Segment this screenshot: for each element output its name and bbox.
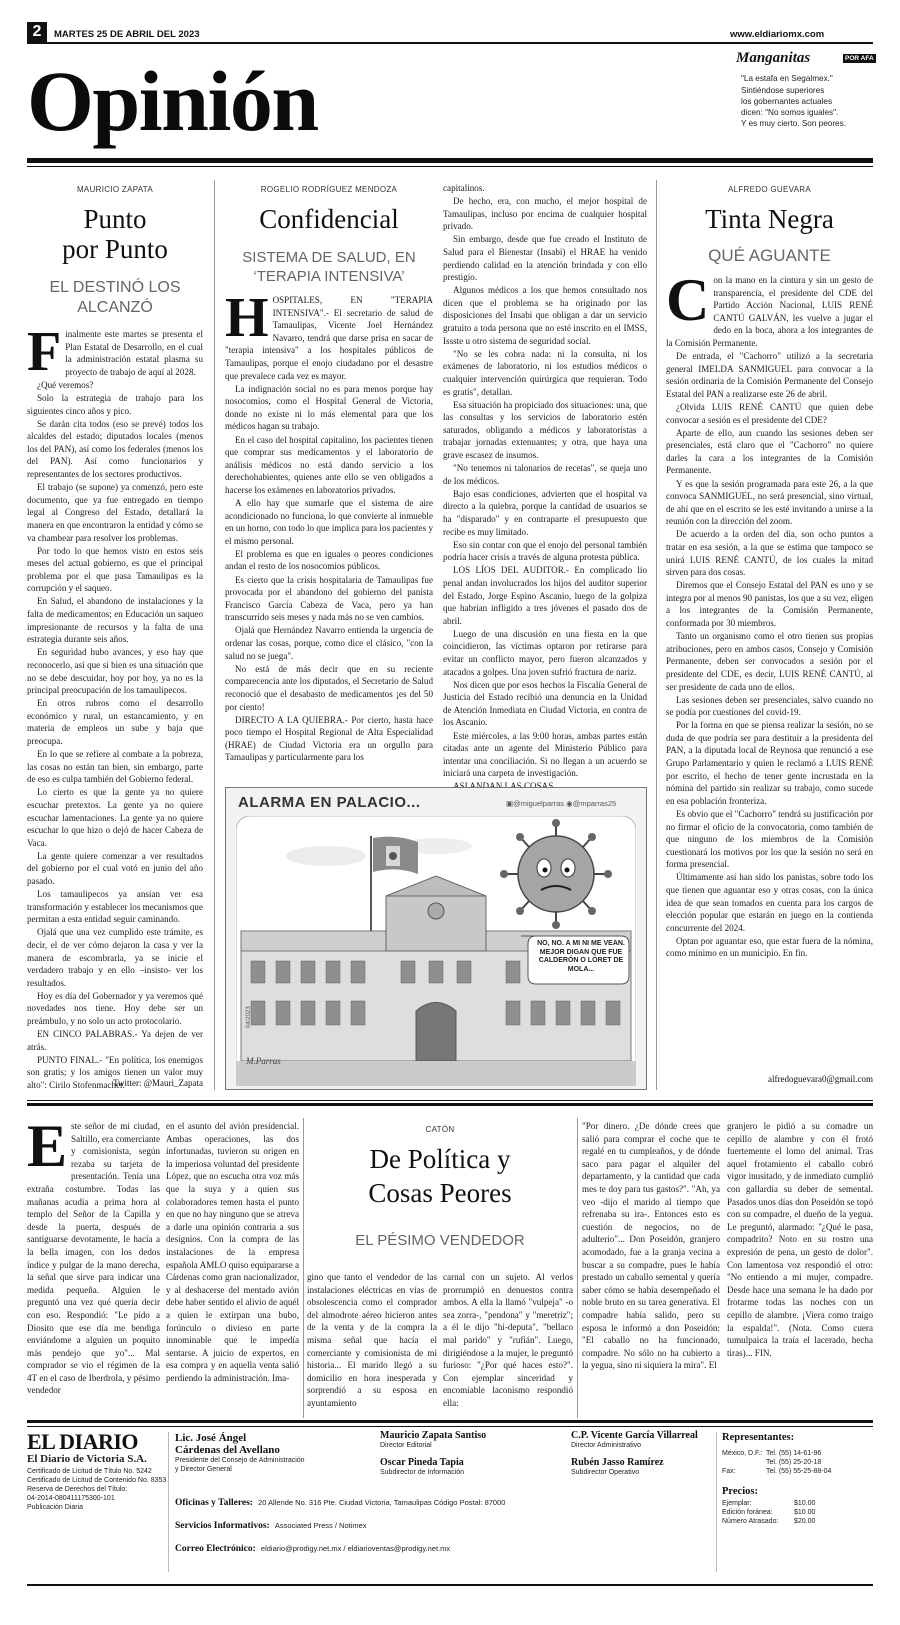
column-divider [303, 1118, 304, 1418]
column-title [307, 1142, 573, 1210]
paragraph: El trabajo (se supone) ya comenzó, pero este documento, que ya fue entregado en tiempo legal al Congreso del Estado, detallará la manera en que encontraron la entidad y cómo se va chambear para resolver los problemas. [27, 482, 203, 543]
paragraph: Bajo esas condiciones, advierten que el hospital va directo a la quiebra, porque la cantidad de usuarios se ha "disparado" y en contraparte el presupuesto que recibe es muy limitado. [443, 488, 647, 537]
paragraph: Ojalá que Hernández Navarro entienda la urgencia de ordenar las cosas, porque, como dice el clásico, "con la salud no se juega". [225, 625, 433, 661]
caton-col-d [443, 1271, 573, 1410]
paragraph: capitalinos. [443, 183, 485, 193]
cartoon-social-handle: @mparras25 [572, 799, 617, 808]
paragraph: El problema es que en iguales o peores condiciones andan el resto de los nosocomios públicos. [225, 548, 433, 572]
certificate-line: Certificado de Licitud de Contenido No. 8353 [27, 1477, 167, 1484]
column-confidencial-b [443, 182, 647, 794]
cartoon-signature: M.Parras [246, 1056, 281, 1066]
rep-value: Tel. (55) 14-61-96 [766, 1450, 822, 1457]
paragraph: Y es que la sesión programada para este 26, a la que convoca SANMIGUEL, no será presencial, sino virtual, de ahí que en el escrito se les esté invitando a unirse a la reunión con la dirección del zoom. [666, 478, 873, 527]
author-email[interactable]: alfredoguevara0@gmail.com [768, 1074, 873, 1084]
author-byline: ROGELIO RODRÍGUEZ MENDOZA [260, 185, 398, 194]
caton-header [307, 1125, 573, 1250]
manganitas-line: Y es muy cierto. Son peores. [741, 119, 846, 128]
paragraph: Por la forma en que se piensa realizar la sesión, no se duda de que podría ser para destituir a la presidenta del PAN, a la diputada local de Reynosa que renunció a ese Grupo Parlamentario y quien le reclamó a LUIS RENÉ por escrito, el hecho de tener gente incrustada en la nómina del partido sin realizar su trabajo, como sucede en esa población fronteriza. [666, 720, 873, 806]
caton-col-c [307, 1271, 437, 1410]
masthead-offices [175, 1490, 705, 1555]
price-key: Ejemplar: [722, 1500, 752, 1507]
masthead-representatives [722, 1432, 873, 1526]
staff-name: Mauricio Zapata Santiso [380, 1430, 487, 1441]
rep-key [722, 1458, 766, 1467]
drop-cap: C [666, 267, 710, 333]
paragraph: Las sesiones deben ser presenciales, salvo cuando no se podía por cuestiones del covid-19. [666, 694, 873, 718]
paragraph: gino que tanto el vendedor de las instalaciones eléctricas en vías de obsolescencia como el comprador del almodrote aéreo hicieron antes de la venta y de la compra la misma señal que hacía el comerciante y comisionista de mi historia... El marido llegó a su domicilio en hora inesperada y sorprendió a su esposa en ayuntamiento [307, 1272, 437, 1408]
email-value[interactable]: eldiario@prodigy.net.mx / eldiarioventas@prodigy.net.mx [260, 1544, 451, 1553]
column-title-line: Punto [83, 204, 147, 234]
column-divider [214, 180, 215, 1090]
paragraph: Eso sin contar con que el enojo del personal también podría hacer crisis a través de alguna protesta pública. [443, 539, 647, 563]
paragraph: Aparte de ello, aun cuando las sesiones deben ser presenciales, está claro que el "Cachorro" no quiere darles la cara a los integrantes de la Comisión Permanente. [666, 427, 873, 476]
rep-value: Tel. (55) 55-25-88-04 [766, 1468, 832, 1475]
manganitas-verse [741, 85, 846, 129]
paragraph: EN CINCO PALABRAS.- Ya dejen de ver atrás. [27, 1029, 203, 1052]
article-body [225, 287, 433, 764]
offices-address: 20 Allende No. 316 Pte. Ciudad Victoria, Tamaulipas Código Postal: 87000 [258, 1498, 506, 1507]
section-title: Opinión [27, 53, 318, 149]
column-title [27, 204, 203, 264]
cartoon-year: 04/2023 [246, 1006, 252, 1028]
paragraph: En el caso del hospital capitalino, los pacientes tienen que comprar sus medicamentos y el laboratorio de análisis médicos no está dando servicio a los derechohabientes, quienes ante ello se ven obligados a hacerse los exámenes en laboratorios privados. [225, 434, 433, 495]
caton-col-f [727, 1120, 873, 1359]
price-row [722, 1499, 873, 1508]
services-label: Servicios Informativos: [175, 1521, 270, 1531]
paragraph: ¿Olvida LUIS RENÉ CANTÚ que quien debe convocar a sesión es el presidente del CDE? [666, 401, 873, 425]
bottom-rule [27, 1584, 873, 1586]
staff-entry [380, 1430, 486, 1450]
paragraph: Hoy es día del Gobernador y ya veremos qué novedades nos tiene. Hoy debe ser un preámbulo, y no solo un acto protocolario. [27, 990, 203, 1027]
paragraph: Algunos médicos a los que hemos consultado nos dicen que el problema se ha originado por las disposiciones del Insabi que obligan a dar un servicio gratuito a toda persona que no esté inscrito en el IMSS, Issste u otro sistema de seguridad social. [443, 285, 647, 346]
column-title: Confidencial [259, 204, 399, 234]
article-body [666, 267, 873, 960]
manganitas-line: Sintiéndose superiores [741, 86, 825, 95]
paragraph: inalmente este martes se presenta el Plan Estatal de Desarrollo, en el cual la administración estatal plasma su proyecto de trabajo de aquí al 2028. [65, 329, 203, 377]
paragraph: En Salud, el abandono de instalaciones y la falta de medicamentos; en Educación un saqueo impresionante de recursos y la falta de una estrategia durante seis años. [27, 596, 203, 645]
paragraph: Nos dicen que por esos hechos la Fiscalía General de Justicia del Estado recibió una denuncia en la Unidad de Atención Inmediata en Ciudad Victoria, en contra de los Ascanio. [443, 679, 647, 728]
paragraph: "Por dinero. ¿De dónde crees que salió para comprar el coche que te regalé en tu cumpleaños, y de dónde saco para pagar el alquiler del departamento, y la cantidad que cada mes te doy para tus gastos?". "Ah, ya veo -dijo el marido al tiempo que refrenaba su ira-. Entonces esto es cuestión de negocios, no de adulterio"... Don Poseidón, granjero acomodado, fue a la granja vecina a buscar a su compadre, pues le había prestado un caballo semental y quería saber cómo se había desempeñado el noble bruto en su tarea generativa. El compadre había salido, pero su esposa le informó a don Poseidón: "El caballo no ha funcionado, compadre. No sólo no ha cubierto a la yegua, sino ni siquiera la mira". El [582, 1121, 720, 1371]
manganitas-line: dicen: "No somos iguales". [741, 108, 839, 117]
paragraph: Sin embargo, desde que fue creado el Instituto de Salud para el Bienestar (Insabi) el HRAE ha venido perdiendo calidad en la atención brindada y con ello prestigio. [443, 234, 647, 283]
price-key: Número Atrasado: [722, 1518, 779, 1525]
paragraph: Optan por aguantar eso, que estar fuera de la nómina, como mínimo en un municipio. En fin. [666, 935, 873, 959]
paragraph: OSPITALES, EN "TERAPIA INTENSIVA".- El secretario de salud de Tamaulipas, Vicente Joel Hernández Navarro, tendrá que darse prisa en sacar de "terapia intensiva" a los hospitales públicos de Tamaulipas, porque el enojo ciudadano por el desastre que prevalece cada vez es mayor. [225, 295, 433, 381]
price-key: Edición foránea: [722, 1509, 773, 1516]
paragraph: on la mano en la cintura y sin un gesto de transparencia, el presidente del CDE del Partido Acción Nacional, LUIS RENÉ CANTÚ GALVÁN, les vuelve a jugar el dedo en la boca, ahora a los integrantes de la Comisión Permanente. [666, 275, 873, 348]
cartoon-social [506, 799, 616, 808]
column-confidencial-a [225, 185, 433, 764]
title-rule-thick [27, 158, 873, 163]
cartoon-title: ALARMA EN PALACIO... [238, 794, 421, 811]
paragraph: Los tamaulipecos ya ansían ver esa transformación y establecer los mecanismos que permitan a esta entidad seguir caminando. [27, 889, 204, 925]
staff-entry [380, 1457, 464, 1477]
paragraph: Por todo lo que hemos visto en estos seis meses del actual gobierno, es que el principal problema por el que pasa Tamaulipas es la corrupción y el saqueo. [27, 545, 203, 594]
section-rule-thick [27, 1103, 873, 1106]
page-number: 2 [32, 23, 42, 40]
twitter-handle[interactable]: Twitter: @Mauri_Zapata [113, 1078, 203, 1088]
paragraph: PUNTO FINAL.- "En política, los enemigos son gratis; y los amigos tienen un valor muy alto": Cirilo Stofenmacher. [27, 1054, 203, 1091]
column-punto-por-punto [27, 185, 203, 1092]
paragraph: Se darán cita todos (eso se prevé) todos los alcaldes del estado; diputados locales (menos los del PAN), así como los federales (menos los del PAN). Así como funcionarios y representantes de los sectores productivos. [27, 418, 203, 480]
footer-rule-thick [27, 1420, 873, 1423]
certificate-line: Certificado de Licitud de Título No. 5242 [27, 1468, 152, 1475]
price-value: $20.00 [794, 1518, 816, 1525]
paragraph: ste señor de mi ciudad, Saltillo, era comerciante y comisionista, según rezaba su tarjeta de presentación. Tenía una extraña costumbre. Todas las mañanas acudía a prima hora al templo del Señor de la Capilla y desde la puerta, después de santiguarse devotamente, le hacía a la bella imagen, con los dedos índice y pulgar de la mano derecha, la señal que sirve para indicar una medida pequeña. Alguien le preguntó una vez qué quería decir con eso. Respondió: "Le pido a Diosito que ese día me bendiga enviándome a alguien un poquito más pendejo que yo"... Mal comprador se vio el régimen de la 4T en el caso de Iberdrola, y pésimo vendedor [27, 1121, 160, 1396]
prices-label: Precios: [722, 1486, 758, 1497]
column-title: Tinta Negra [705, 204, 834, 234]
author-byline: MAURICIO ZAPATA [76, 185, 154, 194]
paragraph: En lo que se refiere al combate a la pobreza, las cosas no están tan bien, sin embargo, parte de eso es culpa también del Gobierno federal. [27, 749, 203, 785]
footer-rule [27, 1426, 873, 1427]
column-subhead: EL PÉSIMO VENDEDOR [355, 1232, 525, 1249]
paragraph: En otros rubros como el desarrollo económico y rural, un estancamiento, y en materia de empleos un sube y baja que preocupa. [27, 698, 203, 746]
masthead-director [175, 1432, 365, 1474]
drop-cap: F [27, 321, 62, 383]
director-name: Lic. José Ángel [175, 1432, 247, 1444]
paragraph: De acuerdo a la orden del día, son ocho puntos a tratar en esa sesión, a la que se estima que tampoco se unirá LUIS RENÉ CANTÚ, de los cuales la mitad sirven para dos cosas. [666, 529, 873, 578]
paragraph: Tanto un organismo como el otro tienen sus propias atribuciones, pero en ambos casos, Consejo y Comisión Permanente, deben ser convocados a sesión por el presidente del CDE, es decir, LUIS RENÉ CANTÚ, al ser presidente de cada uno de ellos. [666, 631, 873, 692]
paragraph: "No se les cobra nada: ni la consulta, ni los exámenes de laboratorio, ni los estudios médicos o cualquier intervención quirúrgica que requieran. Todo es gratis", detallan. [443, 348, 647, 397]
website[interactable]: www.eldiariomx.com [730, 29, 825, 40]
column-subhead: QUÉ AGUANTE [708, 246, 831, 265]
staff-role: Subdirector Operativo [571, 1469, 640, 1476]
manganitas-quote: "La estafa en Segalmex." [741, 74, 833, 83]
paragraph: No está de más decir que en su reciente comparecencia ante los diputados, el Secretario de Salud reconoció que el desabasto de medicamentos ¡es del 50 por ciento! [225, 663, 433, 712]
paragraph: De hecho, era, con mucho, el mejor hospital de Tamaulipas, incluso por encima de cualquier hospital privado. [443, 196, 647, 232]
column-title-line: Cosas Peores [368, 1178, 512, 1208]
paragraph: Es cierto que la crisis hospitalaria de Tamaulipas fue provocada por el abandono del gobierno del panista Francisco García Cabeza de Vaca, pero ya han transcurrido seis meses y nada más no se ven cambios. [225, 574, 433, 623]
manganitas-line: los gobernantes actuales [741, 97, 833, 106]
paragraph: La gente quiere comenzar a ver resultados del gobierno por el cual votó en junio del año pasado. [27, 850, 203, 887]
staff-entry [571, 1457, 664, 1477]
paragraph: DIRECTO A LA QUIEBRA.- Por cierto, hasta hace poco tiempo el Hospital Regional de Alta Especialidad (HRAE) de Ciudad Victoria era un orgullo para Tamaulipas y particularmente para los [225, 714, 433, 763]
services-value: Associated Press / Notimex [274, 1521, 367, 1530]
price-row [722, 1508, 873, 1517]
column-divider [716, 1432, 717, 1572]
staff-entry [571, 1430, 698, 1450]
rep-key: México, D.F.: [722, 1450, 763, 1457]
rep-row [722, 1458, 873, 1467]
author-byline: CATÓN [425, 1125, 455, 1134]
column-divider [577, 1118, 578, 1418]
article-body [27, 321, 204, 1092]
paragraph: Diremos que el Consejo Estatal del PAN es uno y se integra por al menos 90 panistas, los que a su vez, eligen a los integrantes de la Comisión Permanente, conformada por 30 miembros. [666, 580, 873, 629]
paragraph: granjero le pidió a su comadre un cepillo de alambre y con él frotó fuertemente el lomo del animal. Tras aquel frotamiento el caballo cobró vigor inusitado, y de inmediato cumplió con gallardía su deber de semental. Pasados unos días don Poseidón se topó con su compadre, el dueño de la yegua. Le preguntó, alarmado: "¿Qué le pasa, compadrito? Noto en su rostro una expresión de pena, un gesto de dolor". Con lamentosa voz respondió el otro: "No entiendo a mi mujer, compadre. Desde hace una semana le ha dado por frotarme todas las noches con un cepillo de alambre. ¡Viera como traigo la espalda!". (Nota. Como cuera tumulpaica la traía el lacerado, hecha tiras)... FIN. [727, 1121, 873, 1358]
director-role: Presidente del Consejo de Administración [175, 1457, 305, 1464]
paragraph: Ojalá que una vez cumplido este trámite, es decir, el de ver cómo dejaron la casa y ver la manera de escombrarla, ya se inicie el verdadero trabajo y en ello –insisto- ver los resultados. [27, 927, 203, 988]
paragraph: Esa situación ha propiciado dos situaciones: una, que las consultas y los servicios de laboratorio estén saturados, obligando a médicos y laboratoristas a trabajar jornadas extenuantes; y otra, que haya una grave escasez de insumos. [443, 399, 647, 460]
editorial-cartoon [225, 787, 647, 1090]
caton-col-a [27, 1113, 160, 1397]
rep-value: Tel. (55) 25-20-18 [766, 1459, 822, 1466]
price-value: $10.00 [794, 1500, 816, 1507]
price-value: $10.00 [794, 1509, 816, 1516]
rep-row [722, 1467, 873, 1476]
staff-name: Rubén Jasso Ramírez [571, 1457, 664, 1468]
column-tinta-negra [666, 185, 873, 961]
manganitas-title: Manganitas [736, 50, 811, 66]
section-rule [27, 1100, 873, 1101]
caton-col-b [166, 1120, 299, 1384]
certificate-line: Reserva de Derechos del Título: [27, 1486, 128, 1493]
header-rule [27, 42, 873, 44]
staff-name: C.P. Vicente García Villarreal [571, 1430, 698, 1441]
column-title-line: por Punto [62, 234, 168, 264]
column-divider [656, 180, 657, 1090]
cartoon-speech: NO, NO. A MI NI ME VEAN. MEJOR DIGAN QUE FUE CALDERÓN O LORET DE MOLA... [537, 940, 625, 973]
masthead-logo: EL DIARIO [27, 1429, 139, 1454]
staff-role: Subdirector de Información [380, 1469, 465, 1476]
staff-name: Oscar Pineda Tapia [380, 1457, 464, 1468]
paragraph: Lo cierto es que la gente ya no quiere escuchar pretextos. La gente ya no quiere escuchar lamentaciones. La gente ya no quiere escuchar lo que hizo o dejó de hacer Cabeza de Vaca. [27, 787, 203, 848]
paragraph: La indignación social no es para menos porque hay nosocomios, como el Hospital General de Victoria, donde no existe ni lo más elemental para que los médicos hagan su trabajo. [225, 383, 433, 432]
manganitas-tag: POR AFA [845, 55, 874, 62]
paragraph: carnal con un sujeto. Al verlos prorrumpió en denuestos contra ambos. A ella la llamó "vulpeja" -o sea zorra-, "pendona" y "meretriz"; a él le dijo "hi-deputa", "bellaco mal parido" y "rufián". Luego, dirigiéndose a la mujer, le preguntó furioso: "¿Por qué haces esto?". Con ejemplar sinceridad y encomiable laconismo respondió ella: [443, 1272, 573, 1408]
column-subhead: EL DESTINÓ LOS ALCANZÓ [49, 279, 181, 316]
paragraph: Solo la estrategia de trabajo para los siguientes cinco años y pico. [27, 392, 203, 416]
price-row [722, 1517, 873, 1526]
cartoon-social-handle: @miguelparras [513, 799, 565, 808]
paragraph: Luego de una discusión en una fiesta en la que coincidieron, las víctimas optaron por retirarse para evitar un conflicto mayor, pero fueron alcanzados y atacados a golpes. Una joven sufrió fractura de nariz. [443, 628, 647, 677]
staff-role: Director Administrativo [571, 1442, 642, 1449]
article-body [443, 182, 647, 793]
rep-key: Fax: [722, 1468, 736, 1475]
drop-cap: H [225, 287, 269, 349]
paragraph: "No tenemos ni talonarios de recetas", se queja uno de los médicos. [443, 463, 647, 486]
paragraph: A ello hay que sumarle que el sistema de aire acondicionado no funciona, lo que convierte al inmueble en un horno, con todo lo que implica para los pacientes y el mismo personal. [225, 498, 433, 546]
paragraph: LOS LÍOS DEL AUDITOR.- En complicado lío penal andan involucrados los hijos del auditor superior del Estado, Jorge Espino Ascanio, luego de la golpiza que habrían infligido a tres jóvenes el pasado dos de abril. [443, 565, 647, 626]
email-label: Correo Electrónico: [175, 1544, 256, 1554]
offices-label: Oficinas y Talleres: [175, 1498, 253, 1508]
paragraph: En seguridad hubo avances, y eso hay que reconocerlo, así que si bien es una situación que no se debe descuidar, hoy por hoy, ya no es la principal preocupación de los tamaulipecos. [27, 647, 203, 696]
paragraph: Es obvio que el "Cachorro" tendrá su justificación por no firmar el oficio de la convocatoria, como también de que ninguno de los miembros de la Comisión cuestionará los motivos por los que la sesión no será en forma presencial. [666, 808, 873, 870]
social-icon: ◉ [566, 799, 573, 808]
representatives-label: Representantes: [722, 1432, 795, 1443]
title-rule-thin [27, 166, 873, 167]
paragraph: De entrada, el "Cachorro" utilizó a la secretaria general IMELDA SANMIGUEL para convocar a la sesión ordinaria de la Comisión Permanente del Consejo Estatal del PAN a realizarse este 26 de abril. [666, 351, 873, 399]
masthead-certificates [27, 1467, 167, 1512]
column-subhead: SISTEMA DE SALUD, EN ‘TERAPIA INTENSIVA’ [242, 249, 416, 285]
director-name: Cárdenas del Avellano [175, 1444, 280, 1456]
paragraph: en el asunto del avión presidencial. Ambas operaciones, las dos infortunadas, tuvieron su origen en la imperiosa voluntad del presidente López, que no escucha otra voz más que la suya y a quien sus colaboradores temen hasta el punto en que no hay ninguno que se atreva a darle una opinión contraria a sus designios. Con la compra de las instalaciones de la empresa española AMLO quiso equipararse a Cárdenas como gran nacionalizador, y al deshacerse del mentado avión debe haber sentido el alivio de aquél a quien le extirpan una bubo, forúnculo o divieso en parte innominable que le impedía sentarse. A juicio de expertos, en esa compra y en aquella venta salió perdiendo la administración. Ima- [166, 1121, 299, 1383]
certificate-line: 04-2014-080411175300-101 [27, 1495, 115, 1502]
author-byline: ALFREDO GUEVARA [727, 185, 812, 194]
social-icon: ▣ [506, 799, 514, 808]
caton-col-e [582, 1120, 720, 1372]
certificate-line: Publicación Diaria [27, 1504, 84, 1511]
drop-cap: E [27, 1113, 68, 1179]
paragraph: Últimamente así han sido los panistas, sobre todo los que tienen que aguantar eso y otras cosas, con la única idea de que sean tomados en cuenta para los cargos de elección popular que estarán en juego en la contienda concurrente del 2024. [666, 872, 873, 933]
staff-role: Director Editorial [380, 1442, 432, 1449]
issue-date: MARTES 25 DE ABRIL DEL 2023 [54, 29, 200, 40]
paragraph: Este miércoles, a las 9:00 horas, ambas partes están citadas ante un agente del Ministerio Público para intentar una conciliación. Si no llegan a un acuerdo se iniciará una carpeta de investigación. [443, 730, 647, 779]
director-role: y Director General [175, 1466, 232, 1473]
masthead-company: El Diario de Victoria S.A. [27, 1453, 147, 1465]
rep-row [722, 1449, 873, 1458]
column-divider [168, 1432, 169, 1572]
paragraph: ¿Qué veremos? [37, 379, 94, 390]
column-title-line: De Política y [369, 1144, 511, 1174]
